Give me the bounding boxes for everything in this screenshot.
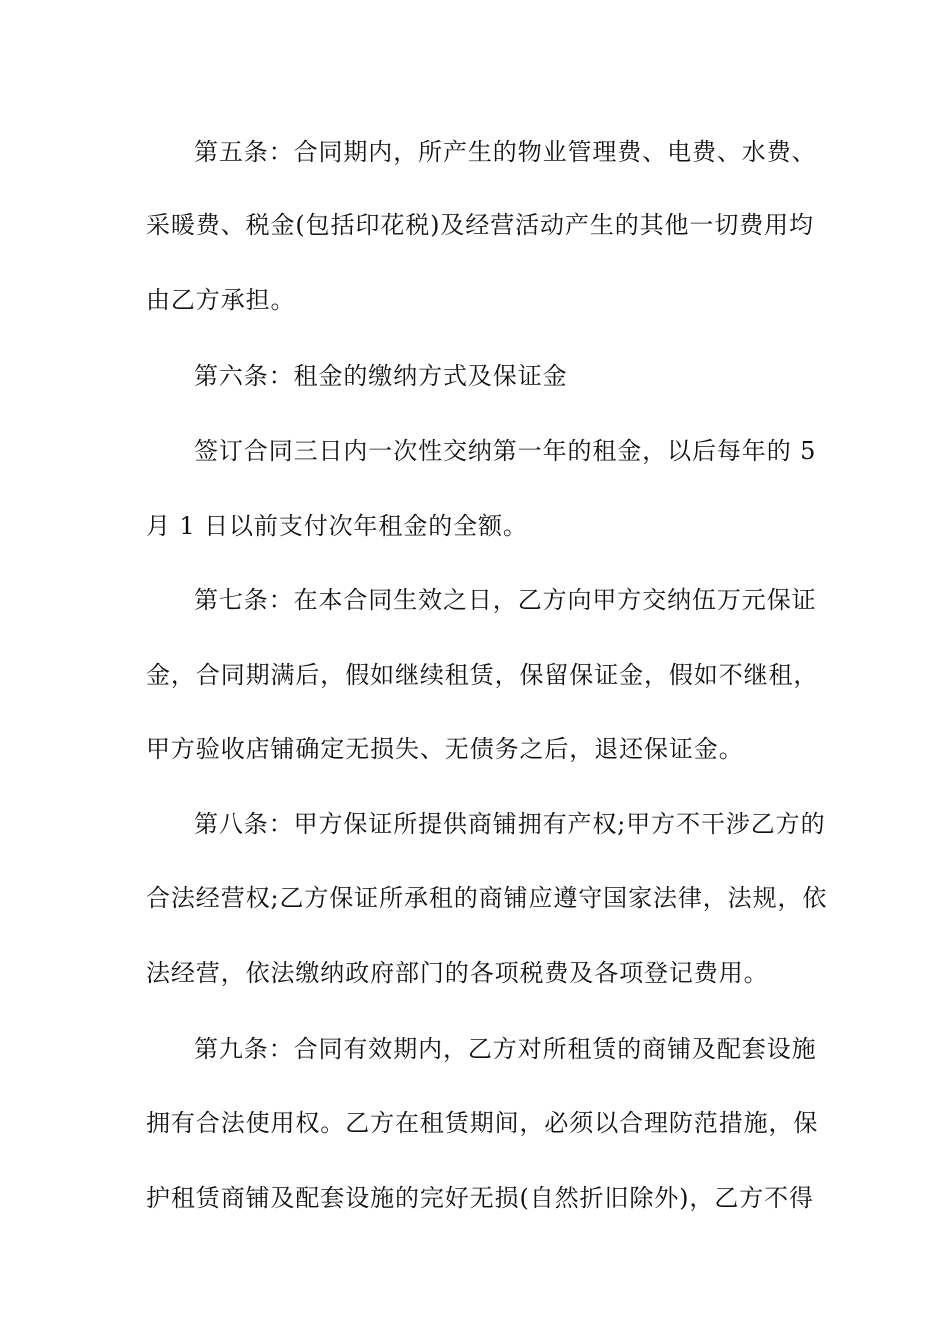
article-6-heading: 第六条：租金的缴纳方式及保证金 (194, 362, 568, 390)
article-5-line-2: 采暖费、税金(包括印花税)及经营活动产生的其他一切费用均 (146, 211, 814, 239)
article-7-line-3: 甲方验收店铺确定无损失、无债务之后，退还保证金。 (146, 735, 744, 763)
article-6-line-1: 签订合同三日内一次性交纳第一年的租金，以后每年的 5 (194, 437, 817, 465)
article-9-line-2: 拥有合法使用权。乙方在租赁期间，必须以合理防范措施，保 (146, 1109, 819, 1137)
article-6-line-2: 月 1 日以前支付次年租金的全额。 (146, 512, 528, 540)
article-9-line-3: 护租赁商铺及配套设施的完好无损(自然折旧除外)，乙方不得 (146, 1184, 814, 1212)
article-7-line-1: 第七条：在本合同生效之日，乙方向甲方交纳伍万元保证 (194, 586, 817, 614)
article-5-line-3: 由乙方承担。 (146, 286, 296, 314)
article-5-line-1: 第五条：合同期内，所产生的物业管理费、电费、水费、 (194, 138, 817, 166)
article-8-line-3: 法经营，依法缴纳政府部门的各项税费及各项登记费用。 (146, 959, 769, 987)
article-8-line-2: 合法经营权;乙方保证所承租的商铺应遵守国家法律，法规，依 (146, 884, 828, 912)
article-8-line-1: 第八条：甲方保证所提供商铺拥有产权;甲方不干涉乙方的 (194, 810, 826, 838)
article-7-line-2: 金，合同期满后，假如继续租赁，保留保证金，假如不继租， (146, 661, 819, 689)
article-9-line-1: 第九条：合同有效期内，乙方对所租赁的商铺及配套设施 (194, 1035, 817, 1063)
